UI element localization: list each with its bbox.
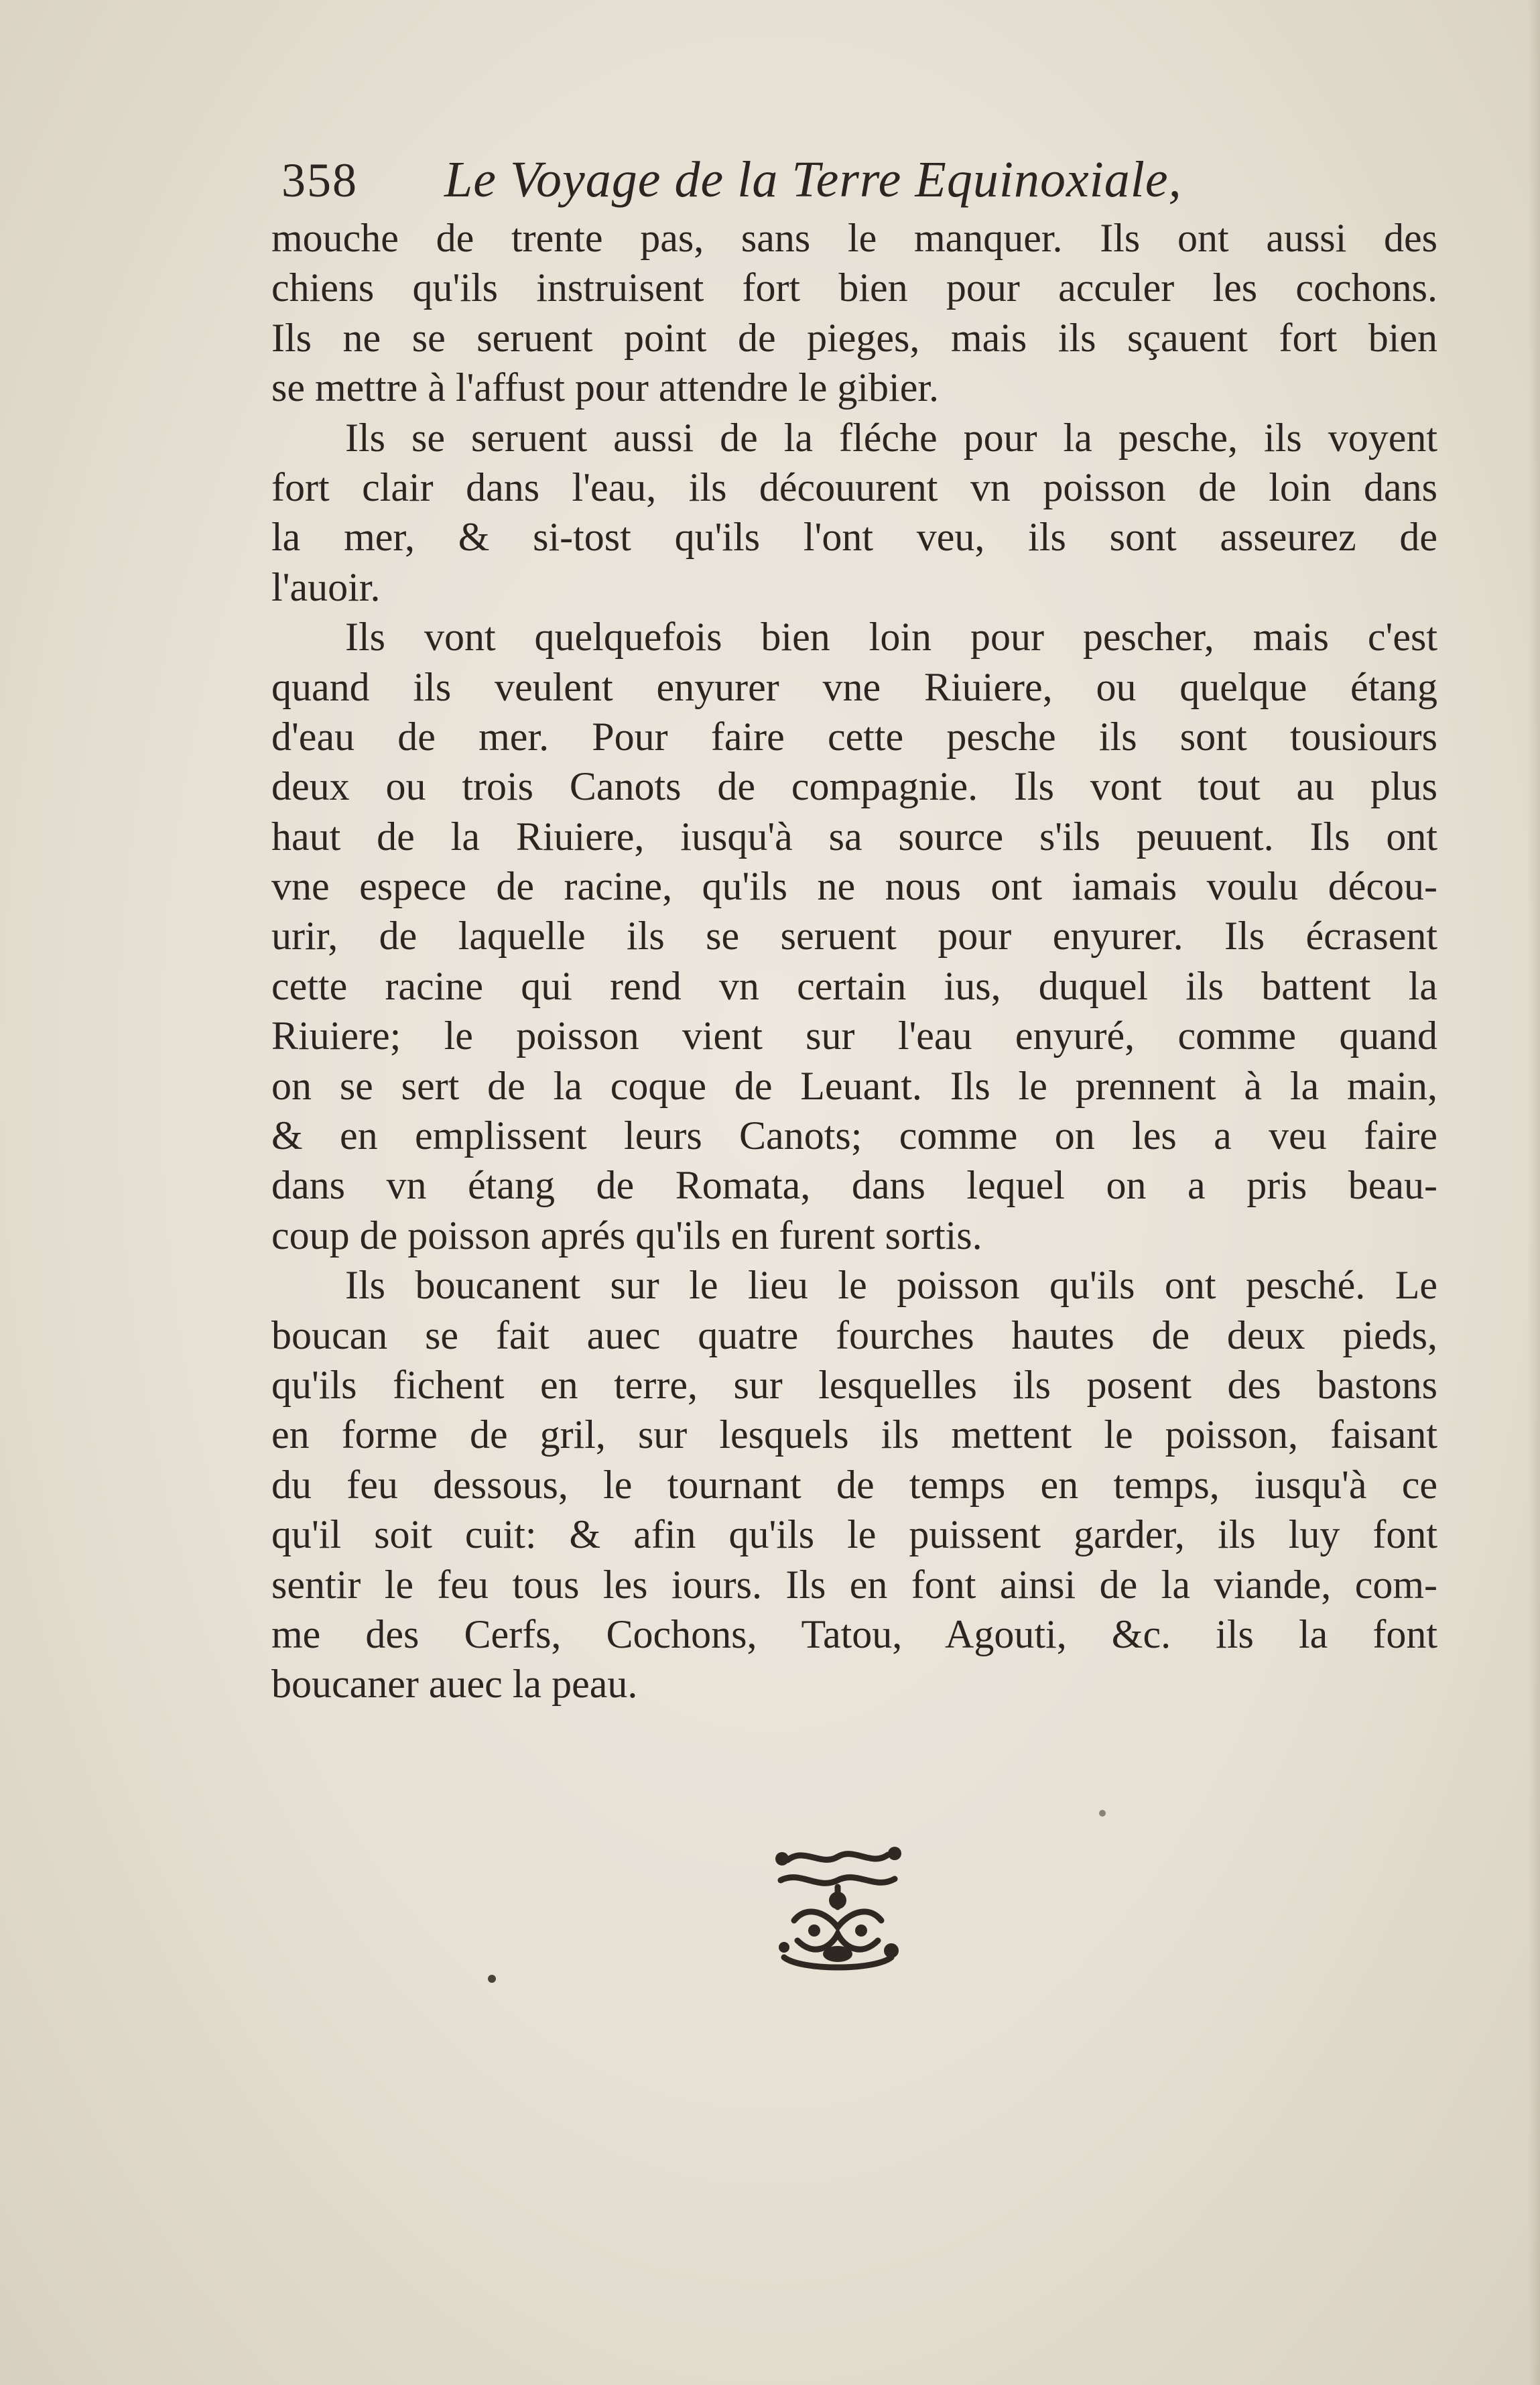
text-line: cette racine qui rend vn certain ius, duquel ils battent la	[271, 963, 1437, 1008]
running-head	[281, 146, 1327, 213]
running-title: Le Voyage de la Terre Equinoxiale,	[444, 151, 1182, 208]
text-line: qu'ils fichent en terre, sur lesquelles ils posent des bastons	[271, 1362, 1437, 1407]
text-line: coup de poisson aprés qu'ils en furent sortis.	[271, 1213, 982, 1258]
text-line: mouche de trente pas, sans le manquer. Ils ont aussi des	[271, 216, 1437, 260]
text-line: qu'il soit cuit: & afin qu'ils le puissent garder, ils luy font	[271, 1512, 1437, 1557]
text-line: d'eau de mer. Pour faire cette pesche ils sont tousiours	[271, 714, 1437, 759]
text-line: deux ou trois Canots de compagnie. Ils vont tout au plus	[271, 764, 1437, 809]
text-line: sentir le feu tous les iours. Ils en font ainsi de la viande, com-	[271, 1562, 1437, 1607]
text-line: Ils boucanent sur le lieu le poisson qu'ils ont pesché. Le	[345, 1263, 1437, 1308]
printers-fleuron-icon	[767, 1840, 908, 1974]
body-text	[271, 213, 1437, 1709]
text-line: & en emplissent leurs Canots; comme on les a veu faire	[271, 1113, 1437, 1158]
text-line: l'auoir.	[271, 564, 381, 609]
page-edge-shadow	[1528, 0, 1540, 2385]
text-line: Ils ne se seruent point de pieges, mais ils sçauent fort bien	[271, 315, 1437, 360]
text-line: chiens qu'ils instruisent fort bien pour acculer les cochons.	[271, 265, 1437, 310]
text-line: dans vn étang de Romata, dans lequel on a pris beau-	[271, 1163, 1437, 1208]
text-line: boucaner auec la peau.	[271, 1662, 638, 1707]
text-line: me des Cerfs, Cochons, Tatou, Agouti, &c. ils la font	[271, 1611, 1437, 1656]
ink-speck	[488, 1975, 496, 1983]
text-line: on se sert de la coque de Leuant. Ils le prennent à la main,	[271, 1063, 1437, 1108]
text-line: haut de la Riuiere, iusqu'à sa source s'ils peuuent. Ils ont	[271, 814, 1437, 859]
text-line: Riuiere; le poisson vient sur l'eau enyuré, comme quand	[271, 1014, 1437, 1058]
text-line: du feu dessous, le tournant de temps en temps, iusqu'à ce	[271, 1462, 1437, 1507]
text-line: se mettre à l'affust pour attendre le gibier.	[271, 365, 940, 410]
text-line: boucan se fait auec quatre fourches hautes de deux pieds,	[271, 1312, 1437, 1357]
text-line: la mer, & si-tost qu'ils l'ont veu, ils sont asseurez de	[271, 515, 1437, 560]
ink-speck	[1099, 1810, 1106, 1817]
text-line: Ils se seruent aussi de la fléche pour la pesche, ils voyent	[345, 415, 1437, 460]
text-line: fort clair dans l'eau, ils découurent vn poisson de loin dans	[271, 465, 1437, 509]
text-line: Ils vont quelquefois bien loin pour pescher, mais c'est	[345, 615, 1437, 660]
text-line: vne espece de racine, qu'ils ne nous ont iamais voulu décou-	[271, 864, 1437, 909]
text-line: en forme de gril, sur lesquels ils mettent le poisson, faisant	[271, 1412, 1437, 1457]
page-number: 358	[281, 154, 358, 207]
text-line: urir, de laquelle ils se seruent pour enyurer. Ils écrasent	[271, 914, 1437, 959]
text-line: quand ils veulent enyurer vne Riuiere, ou quelque étang	[271, 664, 1437, 709]
